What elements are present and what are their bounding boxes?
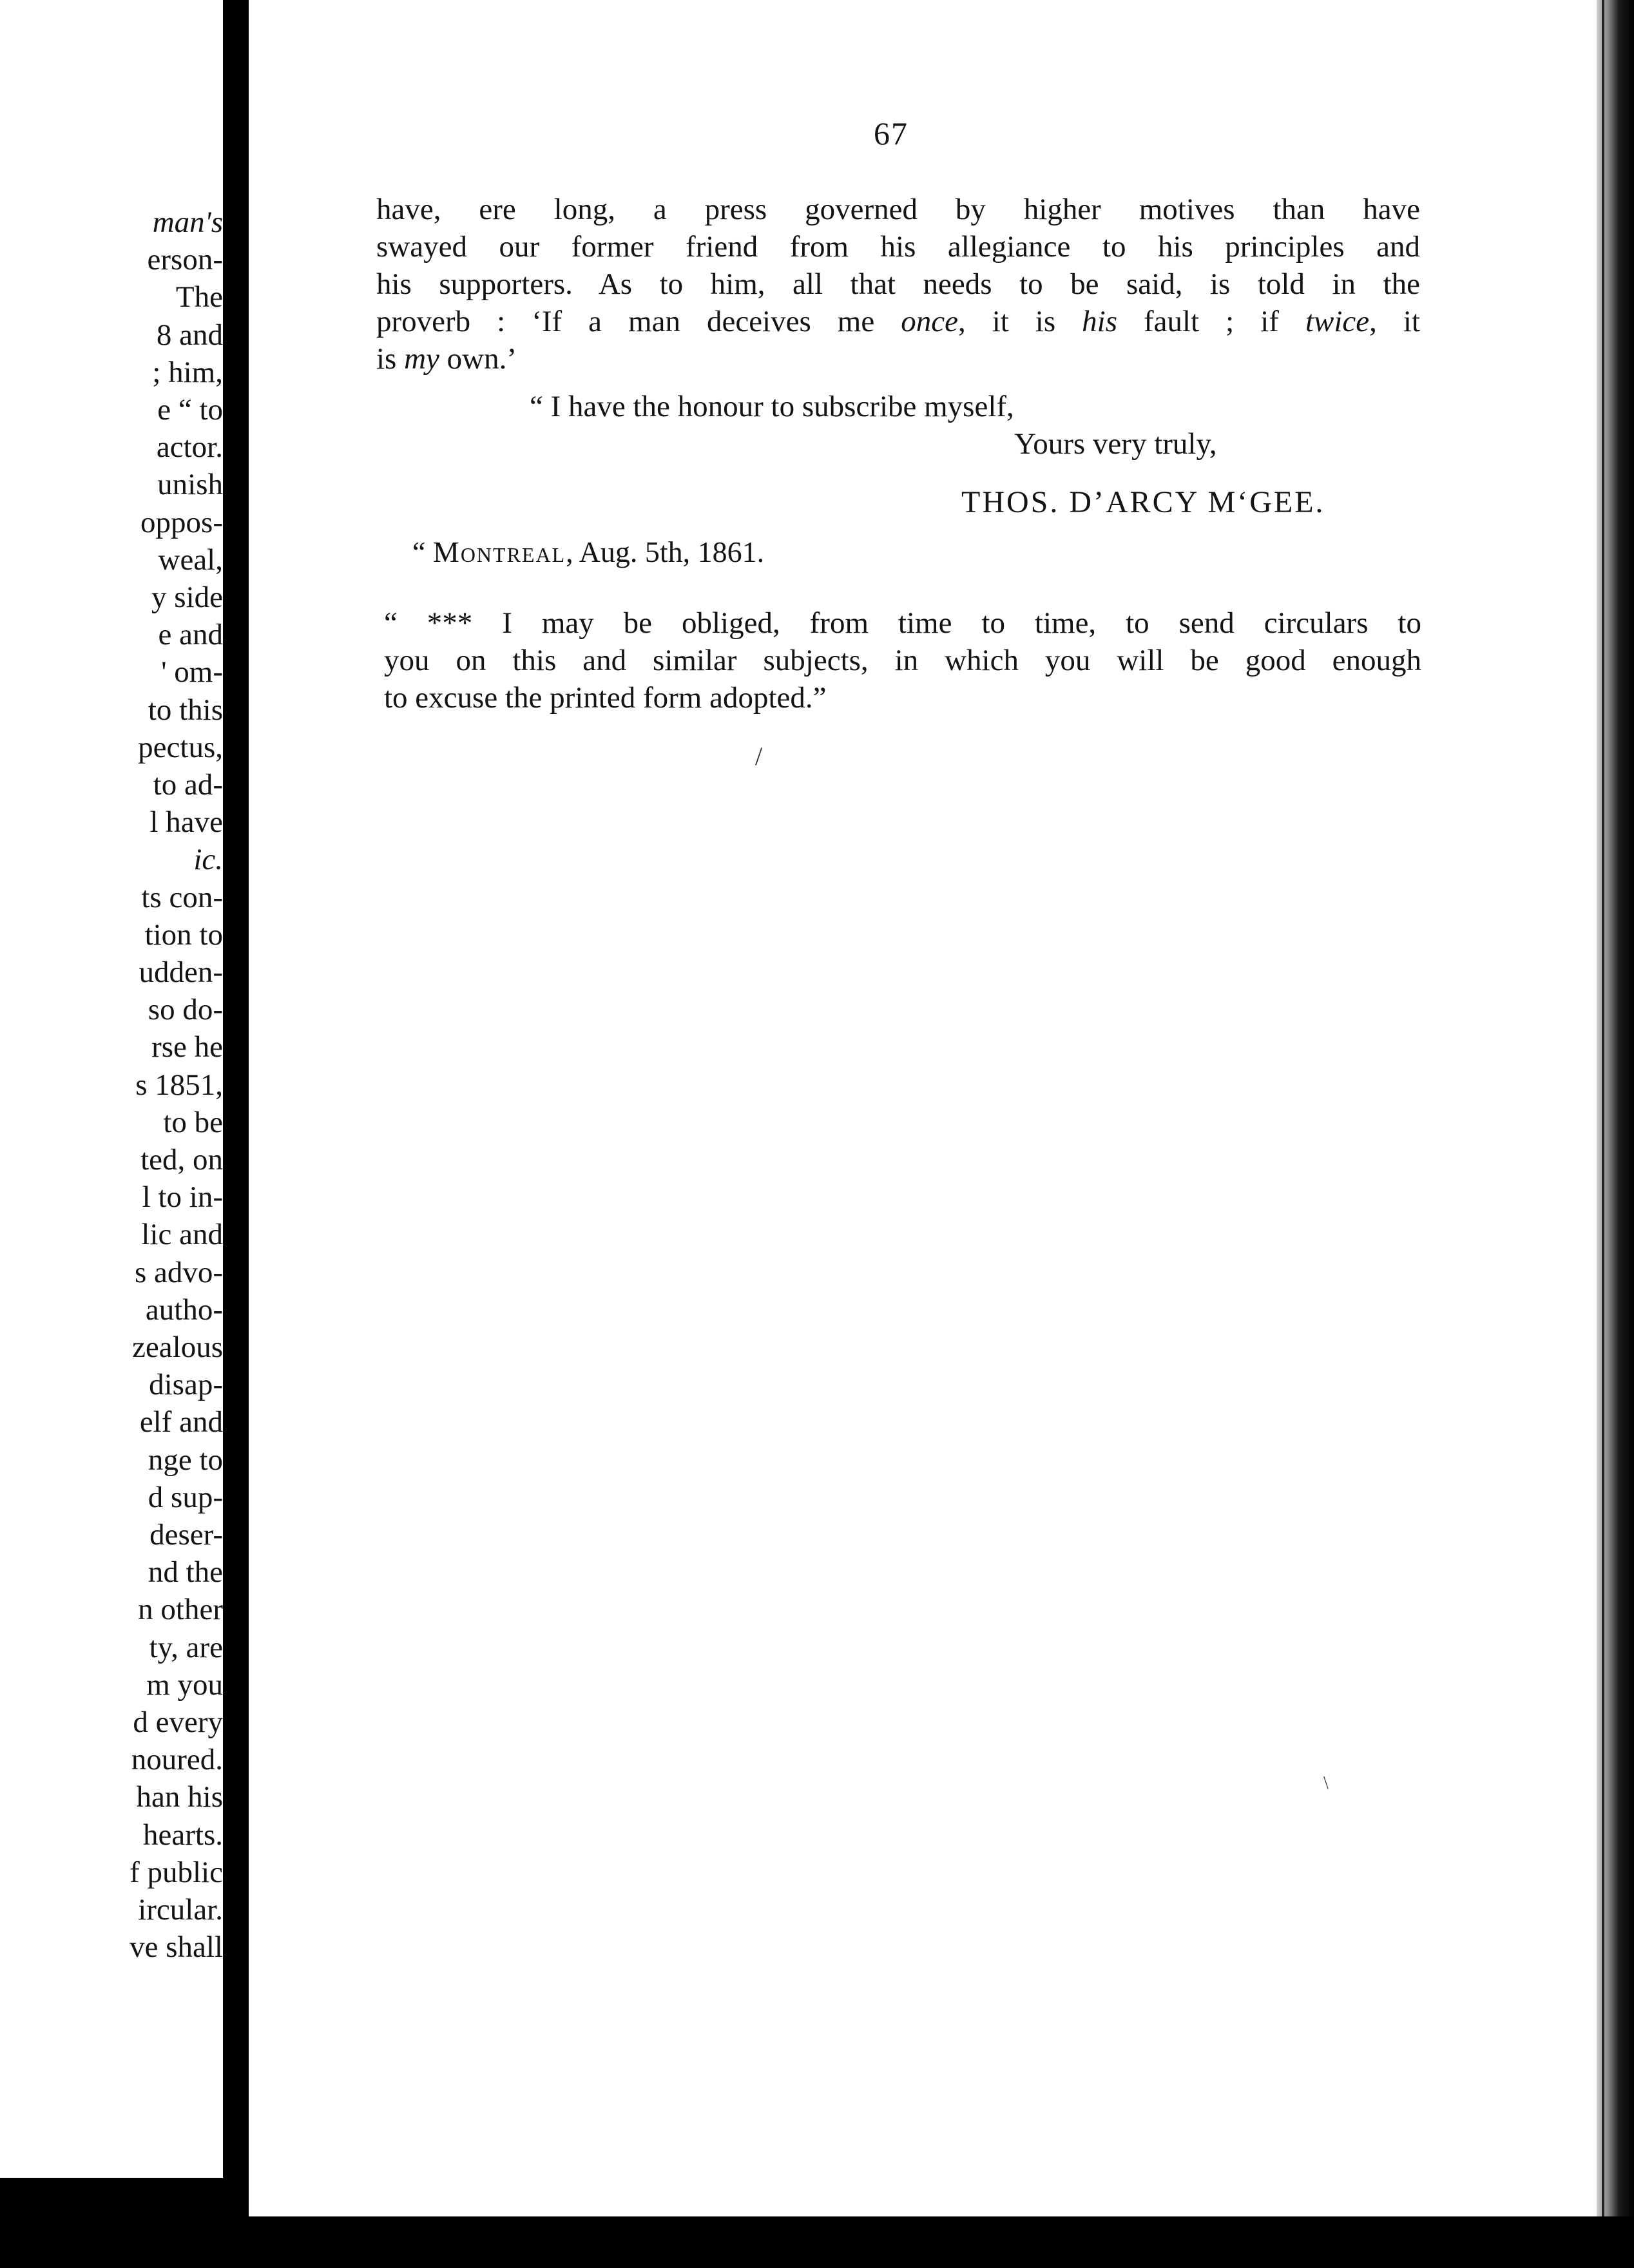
left-page-line: deser- xyxy=(149,1518,223,1552)
body-line-5-text: own.’ xyxy=(439,342,517,376)
dateline-place: Montreal xyxy=(432,535,566,568)
left-page-line: n other xyxy=(138,1593,223,1627)
left-page-line: tion to xyxy=(144,918,223,952)
left-page-fragment xyxy=(0,0,223,2178)
signature: THOS. D’ARCY M‘GEE. xyxy=(961,485,1325,519)
body-line-2: swayed our former friend from his allegiance to his principles and xyxy=(376,230,1420,264)
left-page-line: ; him, xyxy=(152,355,223,389)
italic-twice: twice xyxy=(1305,305,1370,338)
left-page-line: weal, xyxy=(158,543,223,577)
left-page-line: to this xyxy=(148,693,223,727)
left-page-line: zealous xyxy=(132,1331,223,1364)
stray-mark: / xyxy=(755,742,763,771)
left-page-line: f public xyxy=(130,1855,223,1889)
dateline-open-quote: “ xyxy=(412,535,433,568)
left-page-line: udden- xyxy=(139,956,223,989)
left-page-line: nge to xyxy=(148,1443,223,1477)
left-page-line: autho- xyxy=(145,1293,223,1327)
left-page-line: y side xyxy=(151,581,223,614)
left-page-line: The xyxy=(175,280,223,314)
italic-my: my xyxy=(404,342,439,376)
left-page-line: d sup- xyxy=(148,1480,223,1514)
left-page-line: d every xyxy=(133,1706,223,1739)
left-page-line: s 1851, xyxy=(135,1068,223,1102)
left-page-line: ' om- xyxy=(161,655,223,689)
left-page-line: l to in- xyxy=(142,1180,223,1215)
left-page-line: disap- xyxy=(149,1368,223,1402)
left-page-line: rse he xyxy=(151,1030,223,1064)
left-page-line: 8 and xyxy=(156,318,223,352)
left-page-line: e “ to xyxy=(157,393,223,427)
body-line-4-text: , it xyxy=(1369,305,1421,338)
left-page-line: ts con- xyxy=(141,880,223,914)
body-line-4-text: , it is xyxy=(957,305,1082,338)
left-page-line: erson- xyxy=(147,243,223,277)
book-gutter xyxy=(223,0,249,2268)
closing-honour: “ I have the honour to subscribe myself, xyxy=(530,390,1014,423)
left-page-line: to be xyxy=(163,1105,223,1139)
postscript-line-3: to excuse the printed form adopted.” xyxy=(384,681,827,715)
left-page-line: han his xyxy=(136,1780,223,1814)
left-page-line: oppos- xyxy=(140,505,223,539)
left-page-line: ircular. xyxy=(138,1893,223,1927)
body-line-4-text: fault ; if xyxy=(1117,305,1305,338)
dateline-date: , Aug. 5th, 1861. xyxy=(566,535,765,568)
postscript-line-2: you on this and similar subjects, in which you will be good enough xyxy=(384,644,1421,677)
body-line-3: his supporters. As to him, all that needs to be said, is told in the xyxy=(376,267,1420,301)
bottom-scan-border xyxy=(249,2216,1634,2268)
left-page-line: s advo- xyxy=(134,1255,223,1289)
left-page-line: noured. xyxy=(131,1743,223,1777)
left-page-line: m you xyxy=(146,1667,223,1702)
body-line-4-text: proverb : ‘If a man deceives me xyxy=(376,305,901,338)
left-page-line: elf and xyxy=(139,1405,223,1439)
italic-once: once xyxy=(901,305,958,338)
left-page-line: unish xyxy=(157,468,223,502)
left-page-line: pectus, xyxy=(138,730,223,764)
left-page-line: ted, on xyxy=(140,1143,223,1177)
dateline xyxy=(412,535,764,569)
left-page-line: actor. xyxy=(156,430,223,465)
left-page-line: ic. xyxy=(193,843,223,877)
page-number: 67 xyxy=(874,115,908,151)
left-page-line: hearts. xyxy=(143,1818,223,1852)
italic-his: his xyxy=(1082,305,1118,338)
stray-mark: \ xyxy=(1323,1773,1329,1793)
left-page-line: to ad- xyxy=(153,768,223,802)
left-page-line: e and xyxy=(158,618,223,652)
closing-valediction: Yours very truly, xyxy=(1014,427,1217,461)
page-edge-line xyxy=(1602,0,1604,2216)
left-page-line: ve shall xyxy=(130,1930,223,1965)
left-page-line: lic and xyxy=(141,1218,223,1252)
postscript-line-1: “ *** I may be obliged, from time to time, to send circulars to xyxy=(384,606,1421,640)
body-line-5-text: is xyxy=(376,342,405,376)
left-page-line: l have xyxy=(149,805,223,840)
body-line-4 xyxy=(376,303,1420,340)
left-page-line: so do- xyxy=(148,993,223,1027)
body-line-5 xyxy=(376,340,517,378)
left-page-line: man's xyxy=(152,206,223,239)
left-page-line: ty, are xyxy=(149,1630,223,1664)
body-line-1: have, ere long, a press governed by higher motives than have xyxy=(376,193,1420,226)
left-page-line: nd the xyxy=(148,1555,223,1590)
